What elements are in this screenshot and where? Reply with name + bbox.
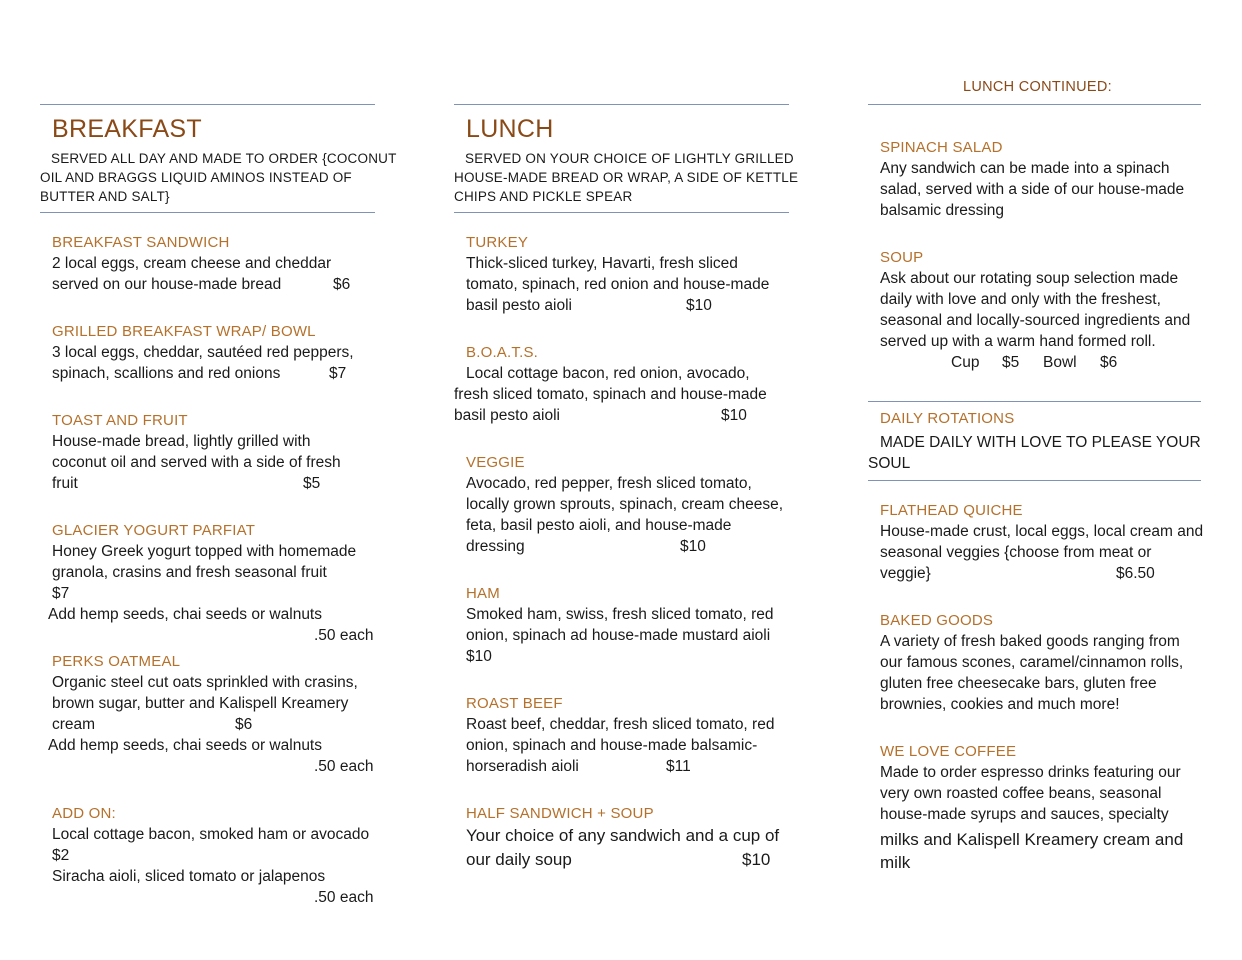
item-description: gluten free cheesecake bars, gluten free xyxy=(880,675,1157,692)
item-description: Local cottage bacon, red onion, avocado, xyxy=(466,365,750,382)
item-heading: HALF SANDWICH + SOUP xyxy=(466,805,654,822)
addon-text: Add hemp seeds, chai seeds or walnuts xyxy=(48,737,322,754)
item-heading: DAILY ROTATIONS xyxy=(880,410,1015,427)
daily-rotations-subtitle: MADE DAILY WITH LOVE TO PLEASE YOUR xyxy=(880,434,1201,451)
addon-price: .50 each xyxy=(314,889,374,906)
breakfast-bottom-rule xyxy=(40,212,375,213)
item-description: locally grown sprouts, spinach, cream cheese, xyxy=(466,496,784,513)
item-description: veggie} xyxy=(880,565,931,582)
item-heading: WE LOVE COFFEE xyxy=(880,743,1017,760)
item-description: tomato, spinach, red onion and house-made xyxy=(466,276,770,293)
item-heading: ROAST BEEF xyxy=(466,695,563,712)
item-description: house-made syrups and sauces, specialty xyxy=(880,806,1169,823)
item-description: Local cottage bacon, smoked ham or avocado xyxy=(52,826,370,843)
lunch-title: LUNCH xyxy=(466,115,554,143)
breakfast-top-rule xyxy=(40,104,375,105)
item-description: served up with a warm hand formed roll. xyxy=(880,333,1156,350)
item-description: milks and Kalispell Kreamery cream and xyxy=(880,830,1184,849)
item-description: very own roasted coffee beans, seasonal xyxy=(880,785,1162,802)
item-description: basil pesto aioli xyxy=(454,407,560,424)
daily-rotations-bottom-rule xyxy=(868,480,1201,481)
item-description: Any sandwich can be made into a spinach xyxy=(880,160,1170,177)
item-description: Organic steel cut oats sprinkled with crasins, xyxy=(52,674,358,691)
item-price: $7 xyxy=(52,585,70,602)
item-description: Avocado, red pepper, fresh sliced tomato, xyxy=(466,475,752,492)
soup-size-label: Cup xyxy=(951,354,980,371)
lunch-bottom-rule xyxy=(454,212,789,213)
item-description: onion, spinach and house-made balsamic- xyxy=(466,737,758,754)
item-heading: B.O.A.T.S. xyxy=(466,344,539,361)
lunch-subtitle-line: CHIPS AND PICKLE SPEAR xyxy=(454,189,633,204)
item-heading: SPINACH SALAD xyxy=(880,139,1003,156)
item-description: Thick-sliced turkey, Havarti, fresh sliced xyxy=(466,255,738,272)
soup-size-label: Bowl xyxy=(1043,354,1077,371)
item-description: fresh sliced tomato, spinach and house-made xyxy=(454,386,767,403)
item-description: cream xyxy=(52,716,96,733)
item-description: Smoked ham, swiss, fresh sliced tomato, red xyxy=(466,606,774,623)
item-price: $7 xyxy=(329,365,347,382)
item-description: seasonal veggies {choose from meat or xyxy=(880,544,1152,561)
item-heading: BAKED GOODS xyxy=(880,612,994,629)
addon-text: Add hemp seeds, chai seeds or walnuts xyxy=(48,606,322,623)
daily-rotations-top-rule xyxy=(868,401,1201,402)
item-description: Ask about our rotating soup selection made xyxy=(880,270,1179,287)
item-description: spinach, scallions and red onions xyxy=(52,365,281,382)
item-price: $5 xyxy=(303,475,321,492)
addon-price: .50 each xyxy=(314,627,374,644)
item-description: seasonal and locally-sourced ingredients and xyxy=(880,312,1191,329)
lunch-continued-top-rule xyxy=(868,104,1201,105)
item-price: $10 xyxy=(686,297,712,314)
breakfast-subtitle-line: OIL AND BRAGGS LIQUID AMINOS INSTEAD OF xyxy=(40,170,352,185)
item-heading: FLATHEAD QUICHE xyxy=(880,502,1023,519)
item-description: salad, served with a side of our house-made xyxy=(880,181,1185,198)
item-description: fruit xyxy=(52,475,78,492)
item-price: $2 xyxy=(52,847,70,864)
lunch-continued-title: LUNCH CONTINUED: xyxy=(963,79,1112,95)
daily-rotations-subtitle: SOUL xyxy=(868,455,911,472)
item-description: daily with love and only with the freshest, xyxy=(880,291,1161,308)
item-description: House-made crust, local eggs, local cream and xyxy=(880,523,1204,540)
item-heading: ADD ON: xyxy=(52,805,116,822)
item-description: basil pesto aioli xyxy=(466,297,572,314)
item-description: Made to order espresso drinks featuring our xyxy=(880,764,1181,781)
soup-size-price: $5 xyxy=(1002,354,1020,371)
item-price: $10 xyxy=(680,538,706,555)
item-price: $10 xyxy=(742,850,771,869)
item-description: coconut oil and served with a side of fresh xyxy=(52,454,341,471)
item-heading: HAM xyxy=(466,585,500,602)
item-price: $10 xyxy=(721,407,747,424)
item-description: Roast beef, cheddar, fresh sliced tomato, red xyxy=(466,716,775,733)
item-description: balsamic dressing xyxy=(880,202,1005,219)
item-description: House-made bread, lightly grilled with xyxy=(52,433,311,450)
breakfast-subtitle-line: SERVED ALL DAY AND MADE TO ORDER {COCONUT xyxy=(51,151,397,166)
breakfast-subtitle-line: BUTTER AND SALT} xyxy=(40,189,170,204)
item-heading: BREAKFAST SANDWICH xyxy=(52,234,230,251)
lunch-top-rule xyxy=(454,104,789,105)
item-price: $6.50 xyxy=(1116,565,1155,582)
item-description: brown sugar, butter and Kalispell Kreamery xyxy=(52,695,349,712)
item-description: A variety of fresh baked goods ranging from xyxy=(880,633,1180,650)
item-price: $6 xyxy=(333,276,351,293)
item-description: served on our house-made bread xyxy=(52,276,282,293)
item-heading: PERKS OATMEAL xyxy=(52,653,181,670)
addon-price: .50 each xyxy=(314,758,374,775)
item-price: $10 xyxy=(466,648,492,665)
item-price: $11 xyxy=(666,758,691,775)
item-description: our daily soup xyxy=(466,850,572,869)
item-heading: GLACIER YOGURT PARFIAT xyxy=(52,522,256,539)
item-heading: GRILLED BREAKFAST WRAP/ BOWL xyxy=(52,323,316,340)
item-description: horseradish aioli xyxy=(466,758,579,775)
item-description: 2 local eggs, cream cheese and cheddar xyxy=(52,255,332,272)
soup-size-price: $6 xyxy=(1100,354,1118,371)
item-description: milk xyxy=(880,853,911,872)
item-heading: SOUP xyxy=(880,249,924,266)
item-heading: TOAST AND FRUIT xyxy=(52,412,188,429)
lunch-subtitle-line: HOUSE-MADE BREAD OR WRAP, A SIDE OF KETTLE xyxy=(454,170,799,185)
item-description: Your choice of any sandwich and a cup of xyxy=(466,826,780,845)
item-heading: TURKEY xyxy=(466,234,529,251)
item-description: Honey Greek yogurt topped with homemade xyxy=(52,543,357,560)
item-description: feta, basil pesto aioli, and house-made xyxy=(466,517,732,534)
item-description: onion, spinach ad house-made mustard aioli xyxy=(466,627,771,644)
item-description: 3 local eggs, cheddar, sautéed red peppers, xyxy=(52,344,354,361)
breakfast-title: BREAKFAST xyxy=(52,115,202,143)
item-description: granola, crasins and fresh seasonal fruit xyxy=(52,564,327,581)
lunch-subtitle-line: SERVED ON YOUR CHOICE OF LIGHTLY GRILLED xyxy=(465,151,794,166)
item-price: $6 xyxy=(235,716,253,733)
item-heading: VEGGIE xyxy=(466,454,525,471)
item-description: our famous scones, caramel/cinnamon rolls, xyxy=(880,654,1184,671)
item-description: dressing xyxy=(466,538,525,555)
item-description: brownies, cookies and much more! xyxy=(880,696,1120,713)
item-description: Siracha aioli, sliced tomato or jalapenos xyxy=(52,868,326,885)
